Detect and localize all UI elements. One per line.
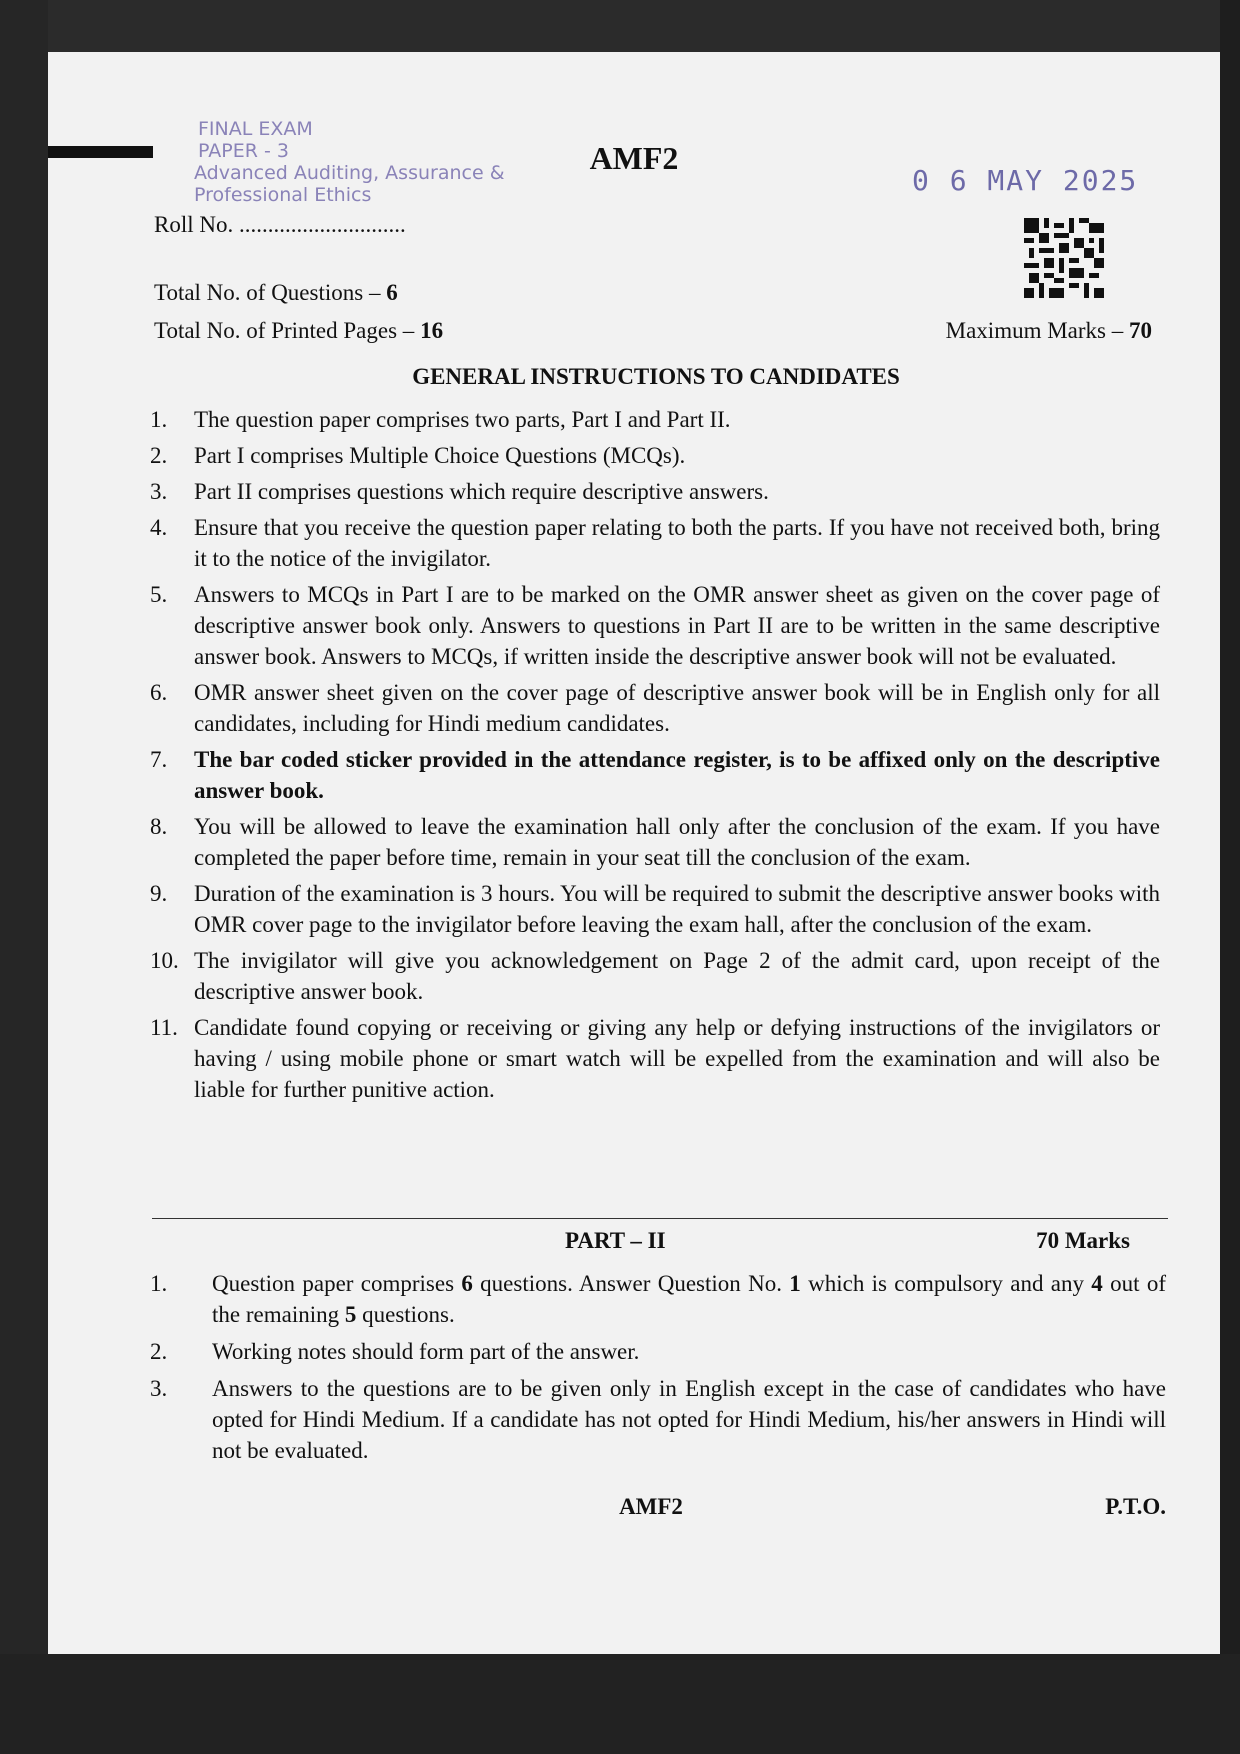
bold-segment: 1: [789, 1271, 801, 1296]
item-text: Answers to MCQs in Part I are to be marked on the OMR answer sheet as given on the cover page of descriptive answer book only. Answers to questions in Part II are to be written in the same descriptive answer book. Answers to MCQs, if written inside the descriptive answer book will not be evaluated.: [194, 582, 1160, 669]
scan-marker-bar: [48, 146, 153, 158]
bold-segment: 4: [1091, 1271, 1103, 1296]
item-text: Working notes should form part of the answer.: [212, 1339, 640, 1364]
item-text: Part I comprises Multiple Choice Questions (MCQs).: [194, 443, 686, 468]
list-item: [150, 476, 1160, 507]
maximum-marks: [946, 318, 1152, 344]
scan-border-left: [0, 0, 48, 1754]
date-stamp: 0 6 MAY 2025: [912, 164, 1139, 197]
item-text: You will be allowed to leave the examination hall only after the conclusion of the exam. If you have completed the paper before time, remain in your seat till the conclusion of the exam.: [194, 814, 1160, 870]
max-marks-label: Maximum Marks –: [945, 318, 1129, 343]
item-number: 9.: [150, 881, 168, 906]
item-number: 8.: [150, 814, 168, 839]
item-text: Candidate found copying or receiving or giving any help or defying instructions of the invigilators or having / using mobile phone or smart watch will be expelled from the examination and will also be liable for further punitive action.: [194, 1015, 1160, 1102]
text-segment: which is compulsory and any: [800, 1271, 1092, 1296]
scan-border-top: [0, 0, 1240, 52]
part-ii-marks: 70 Marks: [1036, 1228, 1130, 1253]
item-text: OMR answer sheet given on the cover page of descriptive answer book will be in English only for all candidates, including for Hindi medium candidates.: [194, 680, 1160, 736]
list-item: [150, 404, 1160, 435]
text-segment: questions. Answer Question No.: [472, 1271, 790, 1296]
item-number: 3.: [150, 1376, 168, 1401]
total-questions: [154, 280, 398, 306]
item-number: 2.: [150, 1339, 168, 1364]
total-pages-label: Total No. of Printed Pages –: [154, 318, 421, 343]
total-questions-value: 6: [386, 280, 398, 305]
item-number: 4.: [150, 515, 168, 540]
part-ii-title: PART – II: [565, 1228, 666, 1253]
list-item: [150, 440, 1160, 471]
item-text: The question paper comprises two parts, Part I and Part II.: [194, 407, 731, 432]
stamp-line-4: Professional Ethics: [194, 184, 372, 206]
item-number: 2.: [150, 443, 168, 468]
instructions-title: GENERAL INSTRUCTIONS TO CANDIDATES: [412, 364, 900, 389]
list-item: [150, 1336, 1166, 1367]
section-divider: [152, 1218, 1168, 1219]
item-text: The invigilator will give you acknowledgement on Page 2 of the admit card, upon receipt of the descriptive answer book.: [194, 948, 1160, 1004]
list-item: [150, 579, 1160, 672]
text-segment: out of the remaining: [212, 1271, 1166, 1327]
max-marks-value: 70: [1129, 318, 1152, 343]
bold-segment: 6: [461, 1271, 473, 1296]
text-segment: Question paper comprises: [212, 1271, 462, 1296]
item-number: 11.: [150, 1015, 178, 1040]
instructions-list: [150, 404, 1160, 1110]
item-text: [212, 1268, 1166, 1330]
page-turn-over: P.T.O.: [1105, 1494, 1166, 1519]
qr-code-icon: [1024, 218, 1104, 298]
total-questions-label: Total No. of Questions –: [154, 280, 387, 305]
item-number: 3.: [150, 479, 168, 504]
part-ii-instructions: [150, 1268, 1166, 1472]
scan-border-bottom: [0, 1654, 1240, 1754]
item-text: Duration of the examination is 3 hours. You will be required to submit the descriptive answer books with OMR cover page to the invigilator before leaving the exam hall, after the conclusion of the exam.: [194, 881, 1160, 937]
text-segment: questions.: [356, 1302, 455, 1327]
list-item: [150, 677, 1160, 739]
item-number: 1.: [150, 407, 168, 432]
item-text: The bar coded sticker provided in the attendance register, is to be affixed only on the descriptive answer book.: [194, 747, 1160, 803]
exam-paper: [48, 52, 1220, 1654]
footer-paper-code: AMF2: [619, 1494, 683, 1519]
stamp-line-1: FINAL EXAM: [198, 118, 313, 140]
total-pages-value: 16: [420, 318, 444, 343]
paper-code: AMF2: [589, 140, 679, 176]
item-number: 7.: [150, 747, 168, 772]
stamp-line-2: PAPER - 3: [198, 140, 289, 162]
list-item: [150, 1373, 1166, 1466]
list-item: [150, 811, 1160, 873]
list-item: [150, 878, 1160, 940]
item-text: Ensure that you receive the question paper relating to both the parts. If you have not received both, bring it to the notice of the invigilator.: [194, 515, 1160, 571]
scan-border-right: [1220, 0, 1240, 1754]
list-item: [150, 945, 1160, 1007]
list-item: [150, 512, 1160, 574]
item-text: Part II comprises questions which require descriptive answers.: [194, 479, 769, 504]
stamp-line-3: Advanced Auditing, Assurance &: [194, 162, 505, 184]
bold-segment: 5: [344, 1302, 357, 1327]
total-pages: [154, 318, 443, 344]
item-number: 1.: [150, 1271, 168, 1296]
list-item: [150, 744, 1160, 806]
item-text: Answers to the questions are to be given only in English except in the case of candidates who have opted for Hindi Medium. If a candidate has not opted for Hindi Medium, his/her answers in Hindi will not be evaluated.: [212, 1376, 1166, 1463]
item-number: 6.: [150, 680, 168, 705]
list-item: [150, 1268, 1166, 1330]
roll-number: Roll No. .............................: [154, 212, 406, 237]
item-number: 5.: [150, 582, 168, 607]
item-number: 10.: [150, 948, 179, 973]
list-item: [150, 1012, 1160, 1105]
